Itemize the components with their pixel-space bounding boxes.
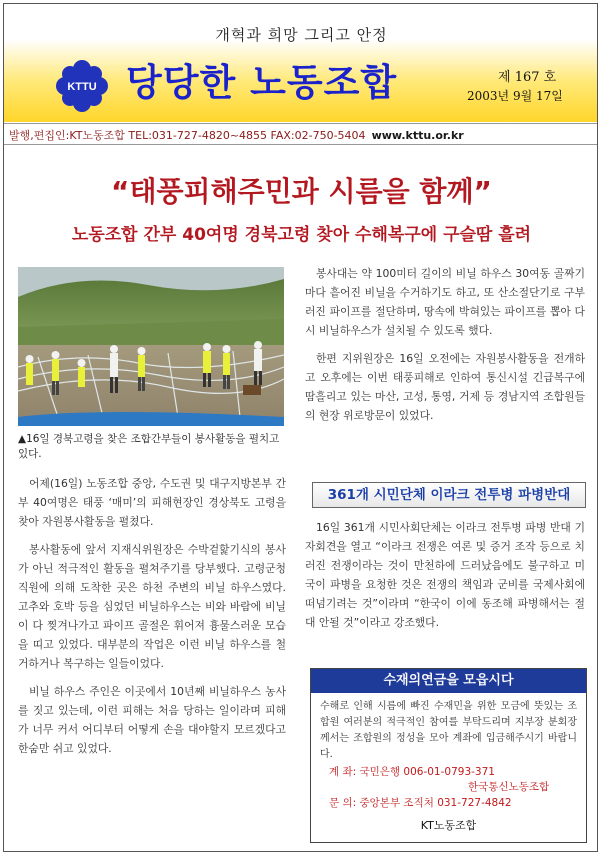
- publisher-line: [9, 127, 464, 143]
- side-article-paragraph: 16일 361개 시민사회단체는 이라크 전투병 파병 반대 기자회견을 열고 “이라크 전쟁은 여론 및 증거 조작 등으로 치러진 전쟁이라는 것이 만천하에 드러났음에도 불구하고 미국이 파병을 요청한 것은 전쟁의 책임과 군비를 국제사회에 떠넘기려는 것”이라며 “한국이 이에 동조해 파병해서는 절대 안될 것”이라고 강조했다.: [305, 521, 585, 629]
- account-label: 계 좌:: [329, 766, 357, 778]
- article-paragraph: 어제(16일) 노동조합 중앙, 수도권 및 대구지방본부 간부 40여명은 태풍 ‘매미’의 피해현장인 경상북도 고령을 찾아 자원봉사활동을 펼쳤다.: [18, 477, 286, 528]
- article-left-column: [18, 474, 286, 767]
- article-headline: “태풍피해주민과 시름을 함께”: [111, 175, 492, 208]
- account-value: 국민은행 006-01-0793-371: [359, 766, 495, 778]
- article-paragraph: 봉사대는 약 100미터 길이의 비닐 하우스 30여동 골짜기마다 흩어진 비닐을 수거하기도 하고, 또 산소절단기로 구부러진 파이프를 절단하며, 땅속에 박혀있는 파이프를 뽑아 다시 비닐하우스가 설치될 수 있도록 했다.: [305, 267, 585, 337]
- kttu-logo-icon: [56, 60, 108, 112]
- article-paragraph: 비닐 하우스 주인은 이곳에서 10년째 비닐하우스 농사를 짓고 있는데, 이런 피해는 처음 당하는 일이라며 피해가 너무 커서 어디부터 어떻게 손을 대야할지 모르겠다고 한숨만 쉬고 있었다.: [18, 685, 286, 755]
- donation-footer: KT노동조합: [420, 819, 477, 832]
- logo-text: KTTU: [67, 81, 97, 93]
- masthead-slogan: 개혁과 희망 그리고 안정: [215, 26, 388, 44]
- volunteer-photo: [18, 267, 284, 426]
- account-holder: 한국통신노동조합: [468, 781, 550, 793]
- side-article-body: [305, 518, 585, 641]
- newspaper-title: 당당한 노동조합: [126, 61, 398, 104]
- photo-caption: ▲16일 경북고령을 찾은 조합간부들이 봉사활동을 펼치고 있다.: [18, 433, 280, 460]
- website-link[interactable]: www.kttu.or.kr: [371, 129, 464, 142]
- article-paragraph: 한편 지위원장은 16일 오전에는 자원봉사활동을 전개하고 오후에는 이번 태풍피해로 인하여 통신시설 긴급복구에 땀흘리고 있는 마산, 고성, 통영, 거제 등 경남지역 조합원들의 현장 위로방문이 있었다.: [305, 352, 585, 422]
- issue-date: 2003년 9월 17일: [467, 89, 563, 103]
- donation-account: [329, 764, 495, 779]
- donation-body: 수해로 인해 시름에 빠진 수재민을 위한 모금에 뜻있는 조합원 여러분의 적극적인 참여를 부탁드리며 지부장 분회장께서는 조합원의 정성을 모아 계좌에 입금해주시기 바랍니다.: [320, 701, 577, 760]
- donation-contact: [329, 795, 512, 810]
- donation-title: 수재의연금을 모읍시다: [311, 669, 586, 693]
- contact-label: 문 의:: [329, 797, 357, 809]
- article-subhead: 노동조합 간부 40여명 경북고령 찾아 수해복구에 구슬땀 흘려: [71, 225, 532, 245]
- donation-box: [310, 668, 587, 843]
- article-right-column: [305, 264, 585, 434]
- issue-number: 제 167 호: [498, 70, 557, 85]
- contact-value: 중앙본부 조직처 031-727-4842: [359, 797, 512, 809]
- side-article-headline: 361개 시민단체 이라크 전투병 파병반대: [312, 482, 586, 508]
- article-paragraph: 봉사활동에 앞서 지재식위원장은 수박겉핥기식의 봉사가 아닌 적극적인 활동을 펼쳐주기를 당부했다. 고령군청 직원에 의해 도착한 곳은 하천 주변의 비닐 하우스였다. 고추와 호박 등을 심었던 비닐하우스는 비와 바람에 비닐이 다 찢겨나가고 파이프 골절은 휘어져 흉물스러운 모습을 띠고 있었다. 대부분의 작업은 이런 비닐 하우스를 철거하거나 복구하는 일들이었다.: [18, 543, 286, 670]
- publisher-info: 발행,편집인:KT노동조합 TEL:031-727-4820~4855 FAX:02-750-5404: [9, 129, 366, 142]
